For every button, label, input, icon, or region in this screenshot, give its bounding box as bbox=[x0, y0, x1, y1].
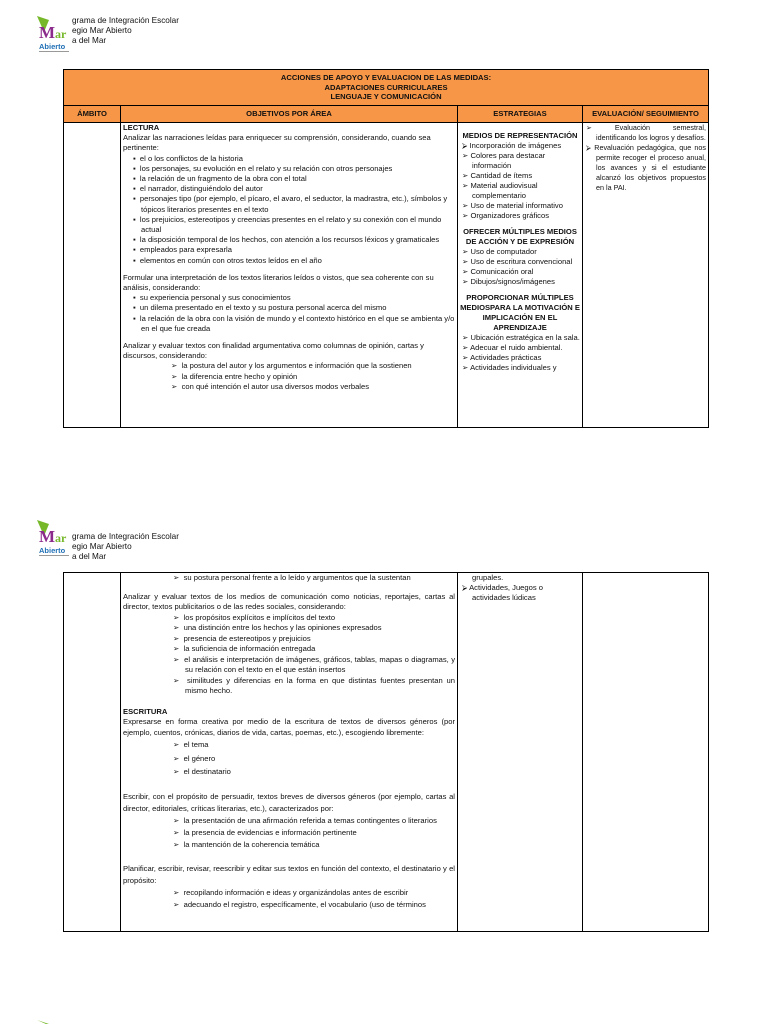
list-item: ▪ la relación de la obra con la visión de mundo y el contexto histórico en el que se ambienta y/o en el que fue creada bbox=[133, 313, 455, 333]
list-item: ⮚ Revaluación pedagógica, que nos permite recoger el proceso anual, los avances y si el estudiante alcanzó los objetivos propuestos en la PAI. bbox=[586, 143, 707, 192]
list-item: ▪ los personajes, su evolución en el relato y su relación con otros personajes bbox=[133, 163, 393, 173]
list-item: ➢ Colores para destacar información bbox=[462, 151, 546, 170]
svg-text:Abierto: Abierto bbox=[39, 42, 66, 51]
list-item: ➢ Uso de computador bbox=[462, 247, 537, 256]
list-item: ⮚ Incorporación de imágenes bbox=[462, 141, 562, 150]
list-item: ➢ la presentación de una afirmación referida a temas contingentes o literarios bbox=[173, 815, 437, 825]
strategy-heading: OFRECER MÚLTIPLES MEDIOS DE ACCIÓN Y DE EXPRESIÓN bbox=[463, 227, 577, 246]
list-item: ▪ empleados para expresarla bbox=[133, 245, 232, 255]
list-item: ➢ Actividades individuales y bbox=[462, 363, 557, 372]
list-item: ➢ la suficiencia de información entregada bbox=[173, 644, 316, 653]
svg-text:M: M bbox=[39, 527, 56, 546]
objective-intro: Planificar, escribir, revisar, reescribir y editar sus textos en función del contexto, el destinatario y el propósito: bbox=[123, 863, 455, 885]
list-item: ▪ el narrador, distinguiéndolo del autor bbox=[133, 184, 263, 194]
strategy-heading: PROPORCIONAR MÚLTIPLES MEDIOSPARA LA MOTIVACIÓN E IMPLICACIÓN EN EL APRENDIZAJE bbox=[460, 293, 580, 332]
objective-intro: Formular una interpretación de los textos literarios leídos o vistos, que sea coherente con su análisis, considerando: bbox=[123, 272, 434, 293]
header-line-1: grama de Integración Escolar bbox=[72, 532, 179, 541]
school-logo-partial bbox=[36, 1018, 72, 1024]
list-item: ➢ Organizadores gráficos bbox=[462, 211, 549, 220]
section-heading-escritura: ESCRITURA bbox=[123, 706, 168, 716]
col-header-ambito: ÁMBITO bbox=[64, 106, 121, 123]
list-item: ➢ el análisis e interpretación de imágenes, gráficos, tablas, mapas o diagramas, y su relación con el texto en el que están insertos bbox=[173, 654, 455, 674]
svg-text:Abierto: Abierto bbox=[39, 546, 66, 555]
objective-intro: Analizar y evaluar textos con finalidad argumentativa como columnas de opinión, cartas y discursos, considerando: bbox=[123, 341, 424, 361]
col-header-objetivos: OBJETIVOS POR ÁREA bbox=[121, 106, 458, 123]
adaptations-table-2 bbox=[63, 572, 709, 932]
list-item: ➢ la mantención de la coherencia temática bbox=[173, 839, 320, 849]
list-item: ▪ la disposición temporal de los hechos, con atención a los recursos léxicos y gramaticales bbox=[133, 235, 440, 245]
header-line-3: a del Mar bbox=[72, 552, 107, 561]
col-header-evaluacion: EVALUACIÓN/ SEGUIMIENTO bbox=[583, 106, 709, 123]
col-header-estrategias: ESTRATEGIAS bbox=[458, 106, 583, 123]
header-line-2: egio Mar Abierto bbox=[72, 26, 132, 35]
list-item: ➢ Actividades prácticas bbox=[462, 353, 542, 362]
list-item: ➢ Evaluación semestral, identificando los logros y desafíos. bbox=[586, 123, 707, 142]
list-item: ➢ una distinción entre los hechos y las opiniones expresados bbox=[173, 623, 382, 632]
header-line-2: egio Mar Abierto bbox=[72, 542, 132, 551]
school-header-text bbox=[72, 532, 179, 562]
strategy-heading: MEDIOS DE REPRESENTACIÓN bbox=[462, 131, 578, 140]
header-line-3: a del Mar bbox=[72, 36, 107, 45]
svg-text:ar: ar bbox=[55, 531, 67, 545]
school-header bbox=[36, 518, 296, 562]
objective-intro: Analizar las narraciones leídas para enriquecer su comprensión, considerando, cuando sea pertinente: bbox=[123, 133, 431, 153]
list-item: ➢ los propósitos explícitos e implícitos del texto bbox=[173, 612, 336, 622]
list-item: ➢ Cantidad de ítems bbox=[462, 171, 533, 180]
objective-intro: Escribir, con el propósito de persuadir, textos breves de diversos géneros (por ejemplo, cartas al director, editoriales, críticas literarias, etc.), caracterizados por: bbox=[123, 791, 455, 813]
list-item: ▪ la relación de un fragmento de la obra con el total bbox=[133, 174, 307, 184]
header-line-1: grama de Integración Escolar bbox=[72, 16, 179, 25]
list-item: ▪ elementos en común con otros textos leídos en el año bbox=[133, 255, 322, 265]
list-item: ▪ un dilema presentado en el texto y su postura personal acerca del mismo bbox=[133, 303, 387, 313]
list-item: ▪ los prejuicios, estereotipos y creencias presentes en el relato y su conexión con el mundo actual bbox=[133, 214, 442, 235]
list-item: ▪ el o los conflictos de la historia bbox=[133, 153, 243, 163]
section-heading-lectura: LECTURA bbox=[123, 123, 160, 132]
list-item: ➢ su postura personal frente a lo leído y argumentos que la sustentan bbox=[173, 573, 411, 582]
list-item: ➢ similitudes y diferencias en la forma en que distintas fuentes presentan un mismo hecho. bbox=[173, 675, 455, 695]
list-item-continued: grupales. bbox=[472, 573, 504, 582]
objective-intro: Expresarse en forma creativa por medio de la escritura de textos de diversos géneros (por ejemplo, cuentos, crónicas, diarios de vida, cartas, poemas, etc.), escogiendo libremente: bbox=[123, 717, 455, 737]
list-item: ➢ el género bbox=[173, 753, 216, 763]
list-item: ➢ la diferencia entre hecho y opinión bbox=[171, 371, 298, 381]
list-item: ➢ Uso de material informativo bbox=[462, 201, 563, 210]
evaluation-cell bbox=[583, 573, 709, 932]
title-line-1: ACCIONES DE APOYO Y EVALUACION DE LAS MEDIDAS: bbox=[280, 73, 492, 83]
list-item: ➢ Uso de escritura convencional bbox=[462, 257, 573, 266]
list-item: ➢ Ubicación estratégica en la sala. bbox=[462, 333, 580, 342]
list-item: ➢ con qué intención el autor usa diversos modos verbales bbox=[171, 381, 370, 391]
list-item: ➢ el destinatario bbox=[173, 767, 231, 776]
list-item: ▪ su experiencia personal y sus conocimientos bbox=[133, 293, 291, 303]
list-item: ➢ recopilando información e ideas y organizándolas antes de escribir bbox=[173, 887, 409, 897]
list-item: ➢ presencia de estereotipos y prejuicios bbox=[173, 633, 311, 643]
list-item: ⮚ Actividades, Juegos o actividades lúdicas bbox=[462, 583, 543, 602]
title-line-3: LENGUAJE Y COMUNICACIÓN bbox=[330, 92, 442, 102]
list-item: ➢ Dibujos/signos/imágenes bbox=[462, 277, 555, 286]
strategies-cell bbox=[458, 573, 583, 932]
list-item: ➢ la presencia de evidencias e información pertinente bbox=[173, 827, 357, 837]
svg-text:M: M bbox=[39, 23, 56, 42]
objective-intro: Analizar y evaluar textos de los medios de comunicación como noticias, reportajes, cartas al director, textos publicitarios o de las redes sociales, considerando: bbox=[123, 591, 455, 611]
list-item: ➢ Material audiovisual complementario bbox=[462, 181, 538, 200]
list-item: ▪ personajes tipo (por ejemplo, el pícaro, el avaro, el seductor, la madrastra, etc.), símbolos y tópicos literarios presentes en el texto bbox=[133, 194, 448, 214]
list-item: ➢ Adecuar el ruido ambiental. bbox=[462, 343, 563, 352]
svg-text:ar: ar bbox=[55, 27, 67, 41]
ambito-cell bbox=[64, 573, 121, 932]
title-line-2: ADAPTACIONES CURRICULARES bbox=[324, 82, 448, 92]
objectives-cell bbox=[121, 573, 458, 932]
school-logo bbox=[36, 518, 72, 558]
list-item: ➢ adecuando el registro, específicamente, el vocabulario (uso de términos bbox=[173, 899, 426, 909]
list-item: ➢ Comunicación oral bbox=[462, 267, 534, 276]
list-item: ➢ el tema bbox=[173, 740, 209, 749]
list-item: ➢ la postura del autor y los argumentos e información que la sostienen bbox=[171, 361, 412, 371]
